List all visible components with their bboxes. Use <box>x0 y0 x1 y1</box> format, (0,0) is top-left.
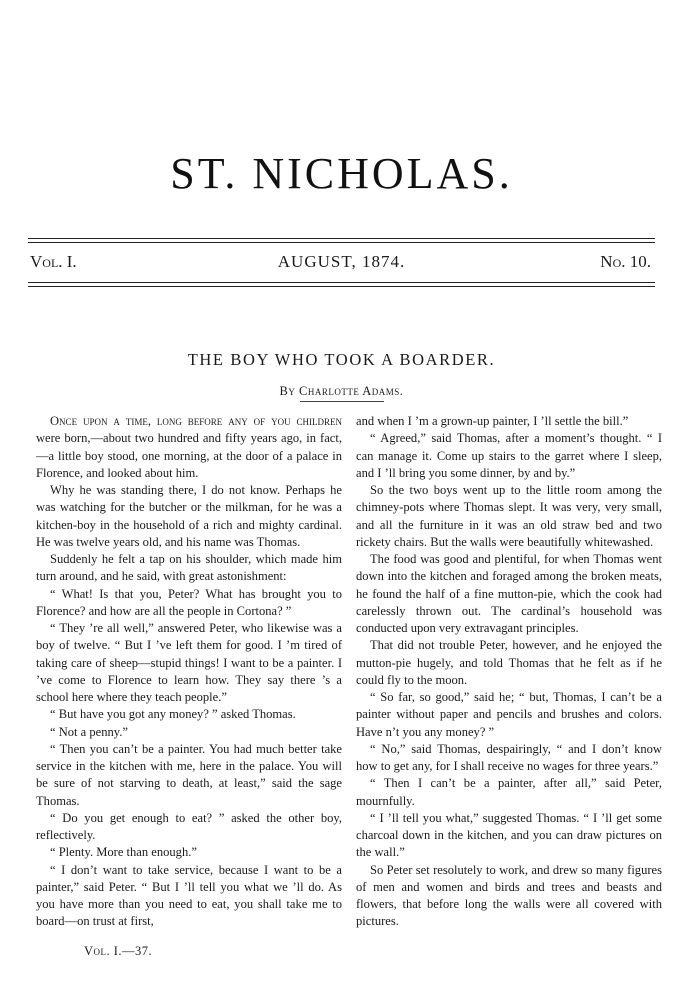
paragraph: So Peter set resolutely to work, and drew so many figures of men and women and birds and trees and beasts and flowers, that before long the walls were all covered with pictures. <box>356 862 662 929</box>
issue-date: AUGUST, 1874. <box>277 252 406 271</box>
paragraph: “ Plenty. More than enough.” <box>50 845 197 860</box>
paragraph: “ Agreed,” said Thomas, after a moment’s thought. “ I can manage it. Come up stairs to the garret where I sleep, and I ’ll bring you some dinner, by and by.” <box>356 431 662 480</box>
paragraph: “ But have you got any money? ” asked Thomas. <box>50 707 296 722</box>
page-signature: Vol. I.—37. <box>84 944 153 958</box>
paragraph: Why he was standing there, I do not know. Perhaps he was watching for the butcher or the milkman, for he was a kitchen-boy in the household of a rich and mighty cardinal. He was twelve years old, and his name was Thomas. <box>36 483 342 549</box>
right-column <box>356 413 662 931</box>
paragraph: Suddenly he felt a tap on his shoulder, which made him turn around, and he said, with great astonishment: <box>36 552 342 584</box>
paragraph: “ What! Is that you, Peter? What has brought you to Florence? and how are all the people in Cortona? ” <box>36 586 342 618</box>
issue-line <box>28 252 655 276</box>
paragraph: “ Then you can’t be a painter. You had much better take service in the kitchen with me, here in the palace. You will be sure of not starving to death, at least,” said the sage Thomas. <box>36 741 342 808</box>
paragraph: That did not trouble Peter, however, and he enjoyed the mutton-pie hugely, and told Thomas that he felt as if he could fly to the moon. <box>356 638 662 687</box>
article-byline: By Charlotte Adams. <box>279 384 404 398</box>
left-column <box>36 413 342 931</box>
paragraph: “ I don’t want to take service, because I want to be a painter,” said Peter. “ But I ’ll tell you what we ’ll do. As you have more than you need to eat, you shall take me to board—on trust at first, <box>36 862 342 929</box>
issue-rule-bottom-inner <box>28 286 655 287</box>
byline-rule <box>300 401 384 402</box>
paragraph: The food was good and plentiful, for when Thomas went down into the kitchen and foraged among the broken meats, he found the half of a fine mutton-pie, which the cook had carelessly thrown out. The cardinal’s household was conducted upon very extravagant principles. <box>356 552 662 635</box>
article-title: THE BOY WHO TOOK A BOARDER. <box>187 350 496 369</box>
masthead-title: ST. NICHOLAS. <box>170 149 513 198</box>
paragraph: “ I ’ll tell you what,” suggested Thomas. “ I ’ll get some charcoal down in the kitchen, and you can draw pictures on the wall.” <box>356 810 662 860</box>
masthead-rule-top-inner <box>28 242 655 243</box>
paragraph: “ They ’re all well,” answered Peter, who likewise was a boy of twelve. “ But I ’ve left them for good. I ’m tired of taking care of sheep—stupid things! I want to be a painter. I ’ve come to Florence to learn how. They say there ’s a school here where they teach people.” <box>36 621 342 704</box>
paragraph: Once upon a time, long before any of you children were born,—about two hundred and fifty years ago, in fact,—a little boy stood, one morning, at the door of a palace in Florence, and looked about him. <box>36 414 342 480</box>
issue-rule-bottom <box>28 282 655 283</box>
paragraph: “ So far, so good,” said he; “ but, Thomas, I can’t be a painter without paper and pencils and brushes and colors. Have n’t you any money? ” <box>356 690 662 739</box>
paragraph: “ Then I can’t be a painter, after all,” said Peter, mournfully. <box>356 776 662 808</box>
paragraph: “ No,” said Thomas, despairingly, “ and I don’t know how to get any, for I shall receive no wages for three years.” <box>356 741 662 773</box>
masthead-rule-top <box>28 238 655 239</box>
paragraph: “ Do you get enough to eat? ” asked the other boy, reflectively. <box>36 810 342 842</box>
paragraph: “ Not a penny.” <box>50 724 128 739</box>
paragraph: and when I ’m a grown-up painter, I ’ll settle the bill.” <box>356 414 629 428</box>
paragraph: So the two boys went up to the little room among the chimney-pots where Thomas slept. It was very, very small, and all the furniture in it was an old straw bed and two rickety chairs. But the walls were beautifully whitewashed. <box>356 483 662 549</box>
issue-number: No. 10. <box>600 252 651 271</box>
volume-label: Vol. I. <box>30 252 77 271</box>
